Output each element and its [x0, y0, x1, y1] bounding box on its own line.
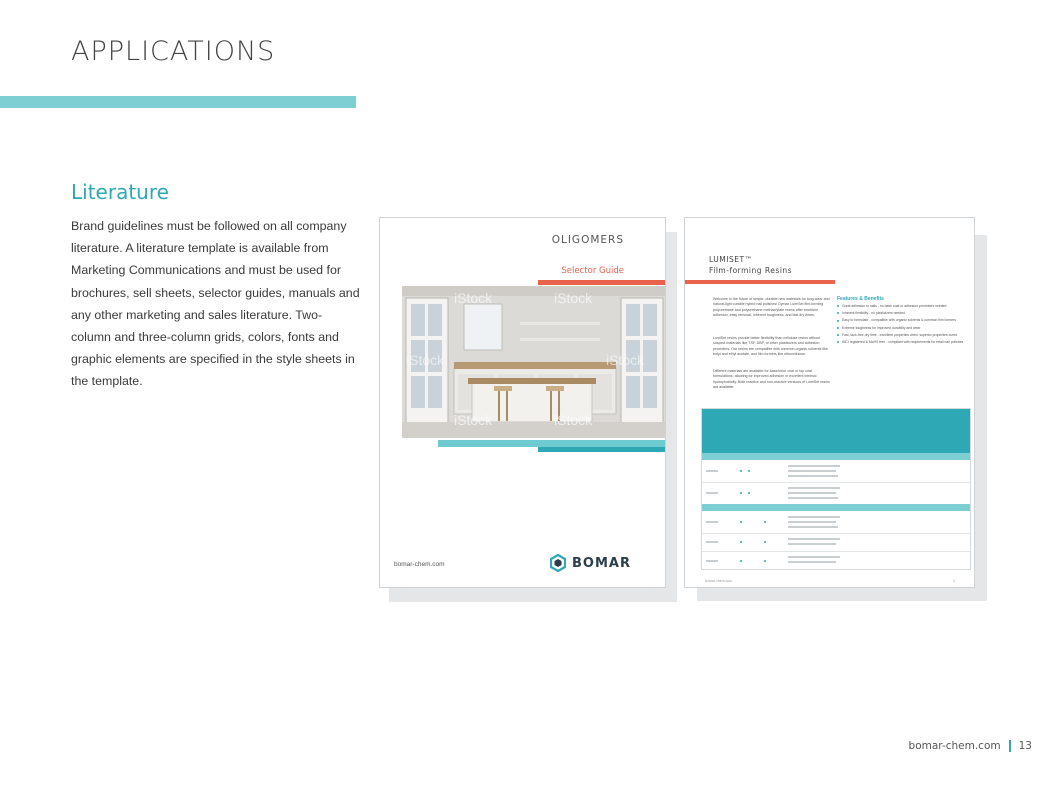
table-dot — [748, 492, 750, 494]
header-accent-bar — [0, 96, 356, 108]
cell-placeholder — [788, 470, 836, 472]
watermark-5: iStock — [454, 412, 493, 428]
table-row — [702, 511, 970, 534]
table-dot — [764, 521, 766, 523]
cell-placeholder — [788, 516, 840, 518]
body-paragraph: Brand guidelines must be followed on all company literature. A literature template is available from Marketing Communications and must be used for brochures, sell sheets, selector guides, manuals and any other marketing and sales literature. Two-column and three-column grids, colors, fonts and graphic elements are specified in the style sheets in the template. — [71, 219, 360, 389]
cell-placeholder — [706, 492, 718, 494]
footer-url: bomar-chem.com — [908, 740, 1001, 752]
page-number: 13 — [1018, 740, 1032, 752]
table-dot — [764, 560, 766, 562]
footer-divider — [1009, 740, 1011, 752]
interior-page-number: 3 — [953, 579, 955, 583]
table-row — [702, 551, 970, 570]
cover-orange-bar — [538, 280, 666, 285]
cover-teal-bar — [438, 440, 666, 447]
brochure-cover — [379, 217, 666, 588]
logo-wordmark: BOMAR — [572, 555, 631, 571]
features-title: Features & Benefits — [837, 296, 884, 302]
table-header — [702, 409, 970, 453]
watermark-6: iStock — [554, 412, 593, 428]
feature-item: Easy to formulate - compatible with organic solvents & common film formers — [837, 318, 967, 323]
bomar-logo — [550, 554, 631, 572]
table-row — [702, 482, 970, 505]
brochure-interior — [684, 217, 975, 588]
watermark-3: iStock — [406, 352, 445, 368]
table-dot — [748, 470, 750, 472]
intro-paragraph-3: Different materials are available for base/color coat or top coat formulations, allowing for improved adhesion or excellent intrinsic hydrophobicity. Both reactive and non-reactive versions of LumiSet resins are available. — [713, 369, 830, 390]
cell-placeholder — [788, 561, 836, 563]
cell-placeholder — [706, 470, 718, 472]
watermark-1: iStock — [454, 290, 493, 306]
intro-paragraph-1: Welcome to the future of simple, durable new materials for long-wear and natural-light curable hybrid nail polishes! Dymax LumiSet film-forming polyurethane and polyurethane methacrylate resins offer excellent adhesion, easy removal, inherent toughness, and fast dry times. — [713, 297, 830, 318]
section-title: Literature — [71, 180, 169, 204]
interior-footer-url: bomar-chem.com — [705, 579, 733, 583]
feature-item: Great adhesion to nails - no base coat or adhesion promoters needed — [837, 304, 967, 309]
cell-placeholder — [788, 475, 838, 477]
cell-placeholder — [706, 560, 718, 562]
interior-title — [709, 254, 792, 276]
watermark-2: iStock — [554, 290, 593, 306]
watermark-4: iStock — [606, 352, 645, 368]
table-dot — [740, 541, 742, 543]
interior-orange-bar — [685, 280, 835, 284]
cover-subtitle: Selector Guide — [561, 266, 624, 276]
cell-placeholder — [788, 497, 838, 499]
intro-paragraph-2: LumiSet resins provide better flexibility than cellulose resins without suspect materials like TSF, DBP, or other plasticizers and adhesion promoters. Our resins are compatible with common organic solvents like butyl and ethyl acetate, and film formers like nitrocellulose. — [713, 336, 828, 357]
cell-placeholder — [788, 465, 840, 467]
cell-placeholder — [788, 526, 838, 528]
interior-title-line1: LUMISET™ — [709, 255, 753, 264]
cell-placeholder — [706, 521, 718, 523]
kitchen-photo — [402, 286, 666, 438]
table-dot — [740, 470, 742, 472]
feature-item: INCI registered & MoHS free - compliant with requirements for retail nail polishes — [837, 340, 967, 345]
feature-item: Fast, tack-free dry time - excellent properties dried; superior properties cured — [837, 333, 967, 338]
feature-item: Extreme toughness for improved durability and wear — [837, 326, 967, 331]
cover-teal-bar-dark — [538, 447, 666, 452]
table-row — [702, 533, 970, 552]
cell-placeholder — [788, 492, 836, 494]
cell-placeholder — [788, 543, 836, 545]
table-row — [702, 460, 970, 483]
table-dot — [740, 560, 742, 562]
table-band-2 — [702, 504, 970, 511]
cover-url: bomar-chem.com — [394, 561, 445, 568]
page-footer — [909, 740, 1032, 752]
table-dot — [740, 521, 742, 523]
interior-title-line2: Film-forming Resins — [709, 266, 793, 275]
page-title: APPLICATIONS — [71, 36, 276, 67]
cell-placeholder — [788, 521, 836, 523]
feature-item: Inherent flexibility - no plasticizers needed — [837, 311, 967, 316]
cell-placeholder — [706, 541, 718, 543]
table-band-1 — [702, 453, 970, 460]
features-list — [837, 304, 967, 347]
cell-placeholder — [788, 556, 840, 558]
table-dot — [764, 541, 766, 543]
cell-placeholder — [788, 538, 840, 540]
product-table — [701, 408, 971, 570]
cover-title: OLIGOMERS — [551, 234, 624, 246]
cell-placeholder — [788, 487, 840, 489]
table-dot — [740, 492, 742, 494]
bomar-hexagon-icon — [550, 554, 566, 572]
